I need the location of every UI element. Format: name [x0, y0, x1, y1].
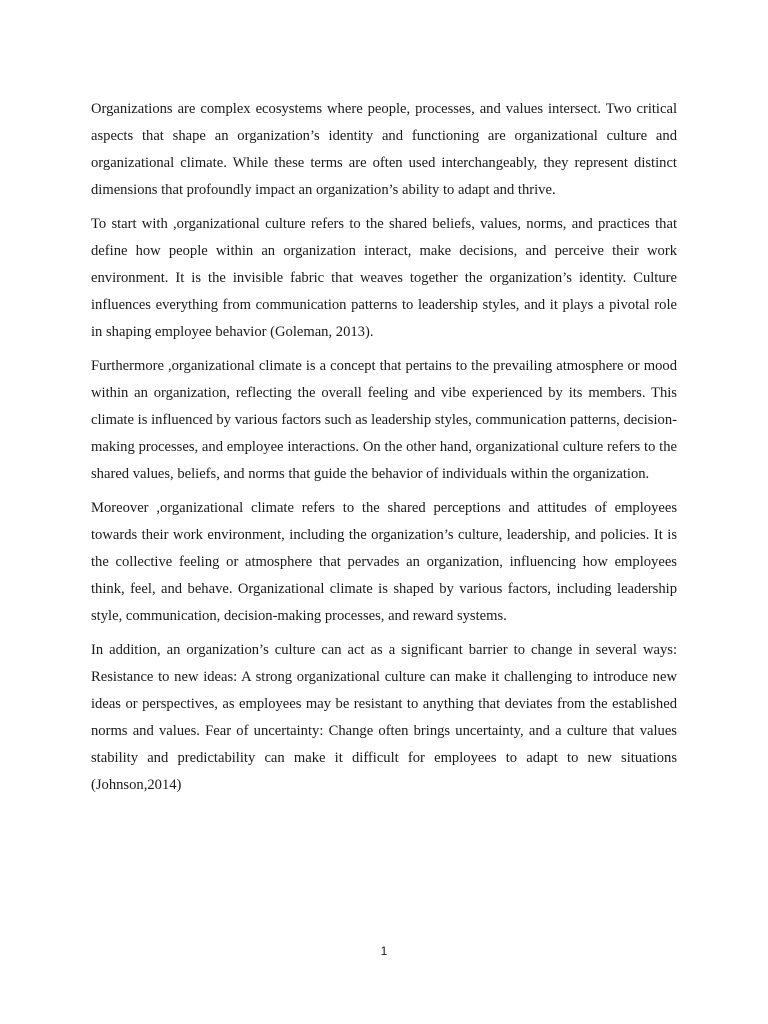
paragraph-climate-perceptions: Moreover ,organizational climate refers to the shared perceptions and attitudes of employees towards their work environment, including the organization’s culture, leadership, and policies. It is the collective feeling or atmosphere that pervades an organization, influencing how employees think, feel, and behave. Organizational climate is shaped by various factors, including leadership style, communication, decision-making processes, and reward systems. — [91, 500, 677, 624]
paragraph-intro: Organizations are complex ecosystems where people, processes, and values intersect. Two critical aspects that shape an organization’s identity and functioning are organizational culture and organizational climate. While these terms are often used interchangeably, they represent distinct dimensions that profoundly impact an organization’s ability to adapt and thrive. — [91, 101, 677, 198]
paragraph-climate-definition: Furthermore ,organizational climate is a concept that pertains to the prevailing atmosphere or mood within an organization, reflecting the overall feeling and vibe experienced by its members. This climate is influenced by various factors such as leadership styles, communication patterns, decision-making processes, and employee interactions. On the other hand, organizational culture refers to the shared values, beliefs, and norms that guide the behavior of individuals within the organization. — [91, 358, 677, 482]
paragraph-culture-barrier: In addition, an organization’s culture can act as a significant barrier to change in several ways: Resistance to new ideas: A strong organizational culture can make it challenging to introduce new ideas or perspectives, as employees may be resistant to anything that deviates from the established norms and values. Fear of uncertainty: Change often brings uncertainty, and a culture that values stability and predictability can make it difficult for employees to adapt to new situations (Johnson,2014) — [91, 642, 677, 793]
page-number: 1 — [380, 944, 388, 958]
paragraph-culture-definition: To start with ,organizational culture refers to the shared beliefs, values, norms, and practices that define how people within an organization interact, make decisions, and perceive their work environment. It is the invisible fabric that weaves together the organization’s identity. Culture influences everything from communication patterns to leadership styles, and it plays a pivotal role in shaping employee behavior (Goleman, 2013). — [91, 216, 677, 340]
document-body — [91, 96, 677, 806]
